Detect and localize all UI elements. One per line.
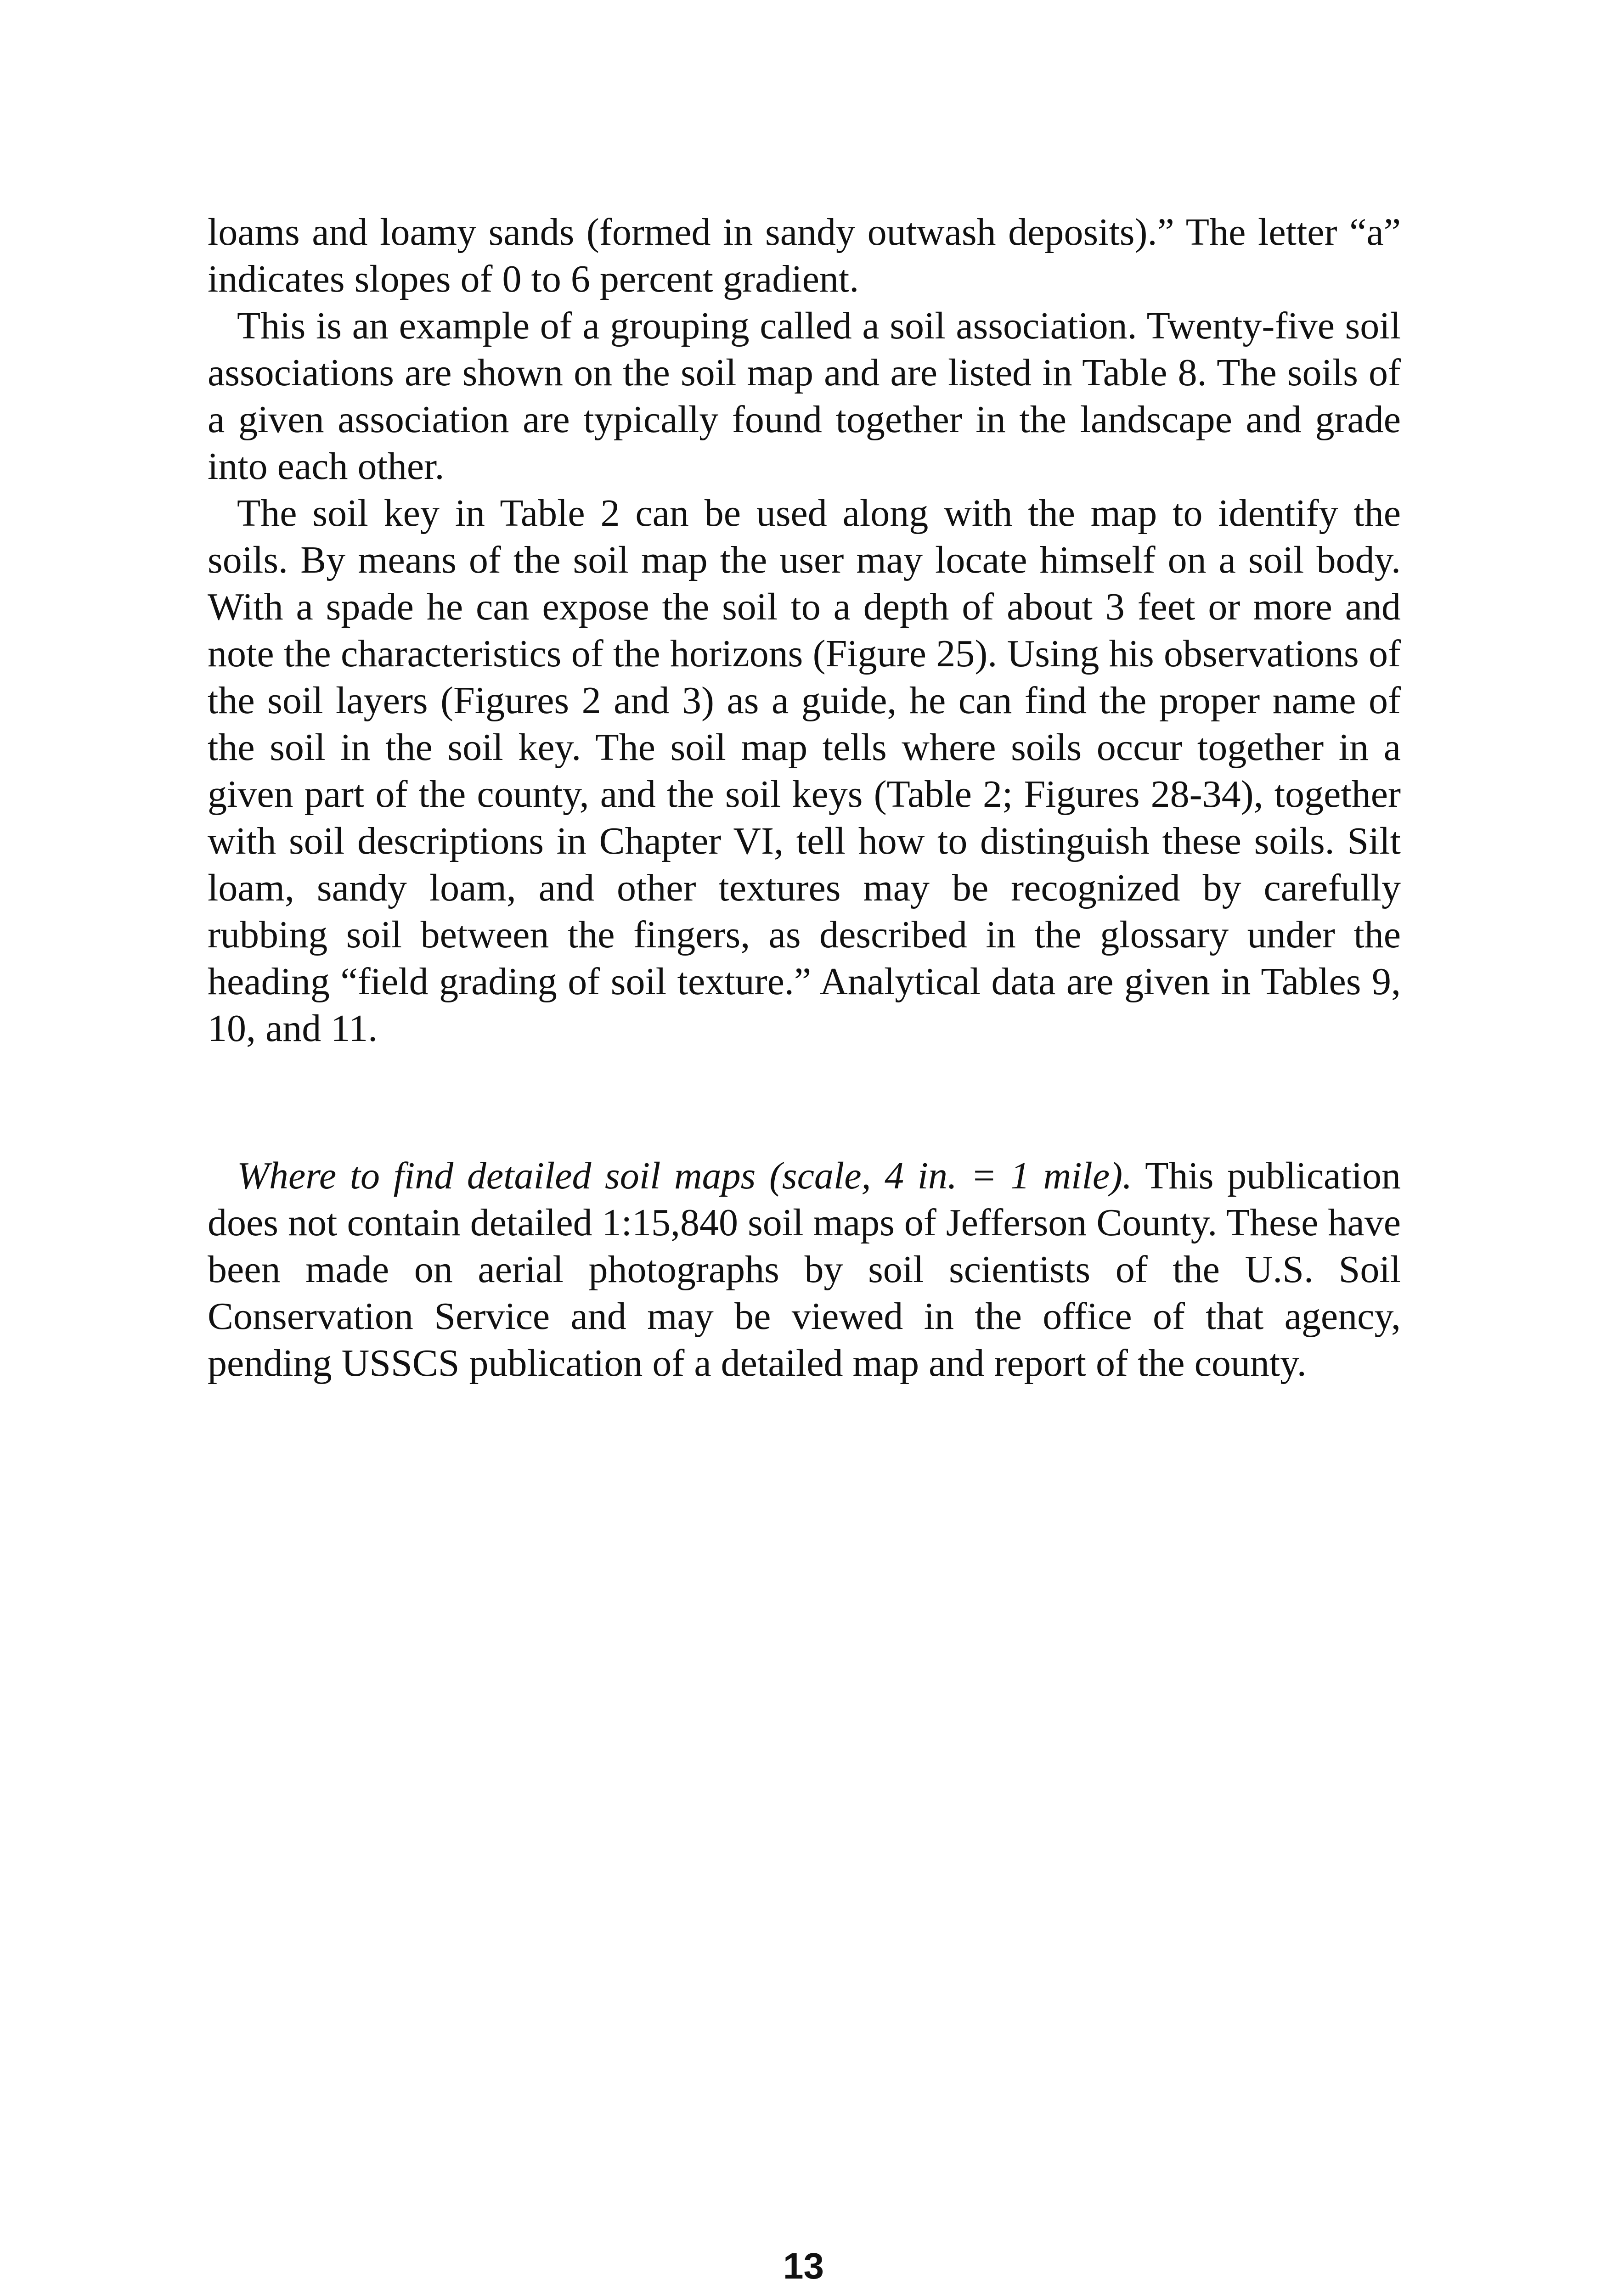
paragraph-continued: loams and loamy sands (formed in sandy outwash deposits).” The letter “a” indicates slopes of 0 to 6 percent gradient. [208,211,1401,300]
detailed-maps-section [208,1153,1401,1387]
detailed-maps-paragraph [208,1153,1401,1387]
section-body: This publication does not contain detailed 1:15,840 soil maps of Jefferson County. These have been made on aerial photographs by soil scientists of the U.S. Soil Conservation Service and may be viewed in the office of that agency, pending USSCS publication of a detailed map and report of the county. [208,1154,1401,1384]
page-number: 13 [783,2245,824,2286]
body-text [208,209,1401,1052]
paragraph-soil-association: This is an example of a grouping called a soil association. Twenty-five soil associations are shown on the soil map and are listed in Table 8. The soils of a given association are typically found together in the landscape and grade into each other. [208,304,1401,488]
paragraph-soil-key: The soil key in Table 2 can be used along with the map to identify the soils. By means of the soil map the user may locate himself on a soil body. With a spade he can expose the soil to a depth of about 3 feet or more and note the characteristics of the horizons (Figure 25). Using his observations of the soil layers (Figures 2 and 3) as a guide, he can find the proper name of the soil in the soil key. The soil map tells where soils occur together in a given part of the county, and the soil keys (Table 2; Figures 28-34), together with soil descriptions in Chapter VI, tell how to distinguish these soils. Silt loam, sandy loam, and other textures may be recognized by carefully rubbing soil between the fingers, as described in the glossary under the heading “field grading of soil texture.” Analytical data are given in Tables 9, 10, and 11. [208,492,1401,1050]
section-heading: Where to find detailed soil maps (scale, 4 in. = 1 mile). [237,1154,1133,1197]
